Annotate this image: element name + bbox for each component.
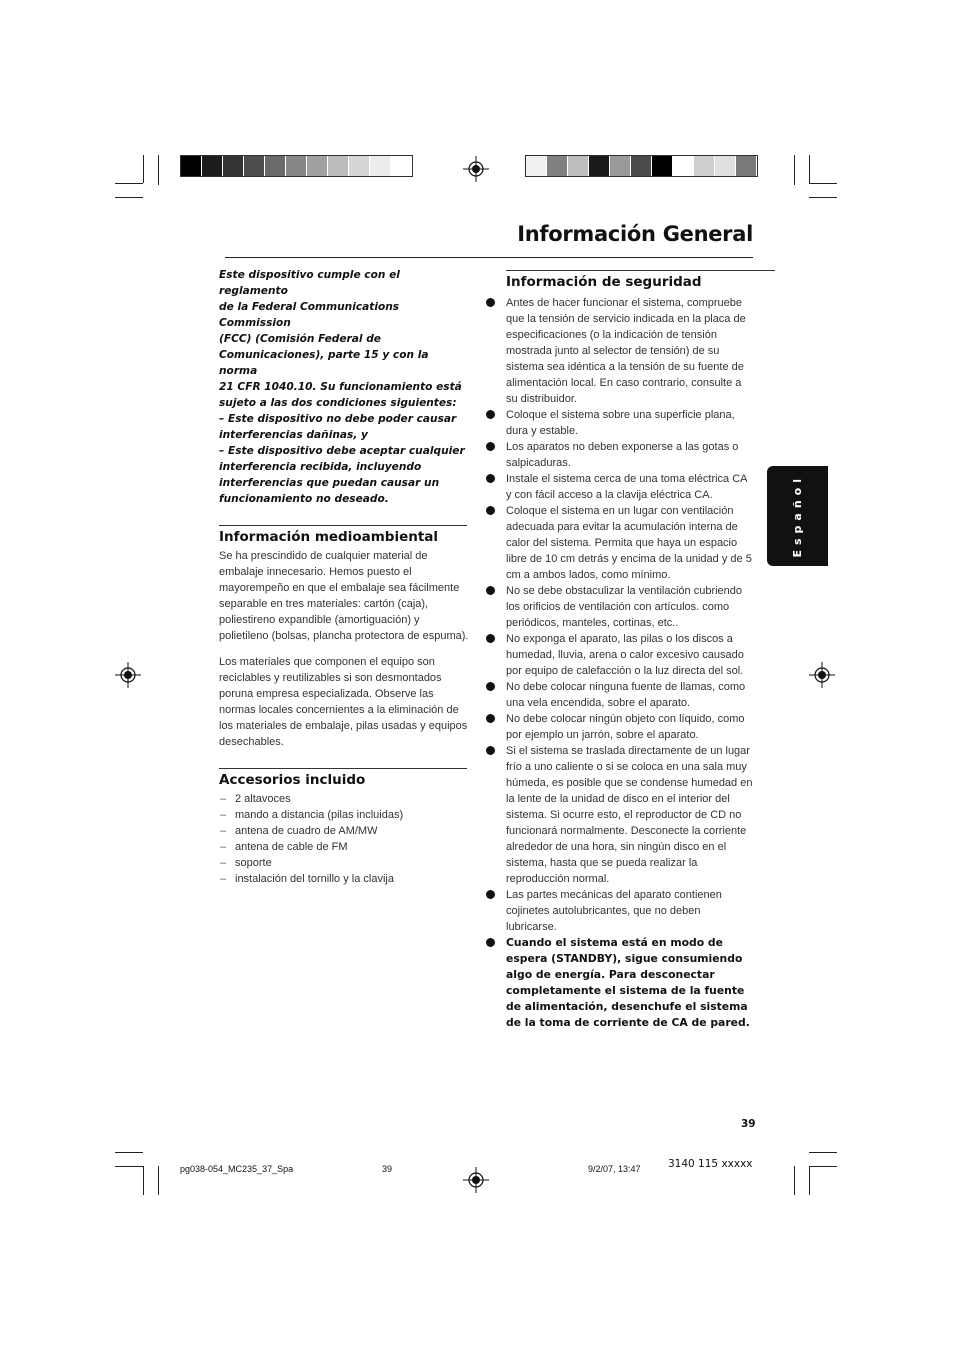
color-swatch [694,156,715,176]
color-swatch [370,156,391,176]
color-calibration-bar-right [525,155,758,177]
safety-item [484,471,754,503]
bullet-icon [486,938,495,947]
accessory-item: – 2 altavoces [219,791,469,807]
fcc-notice-line: – Este dispositivo debe aceptar cualquier [219,445,465,457]
product-code: 3140 115 xxxxx [668,1158,753,1170]
bullet-icon [486,586,495,595]
accessory-item: – soporte [219,855,469,871]
crop-mark [158,155,159,185]
fcc-notice-line: interferencia recibida, incluyendo [219,461,422,473]
safety-item-text: No se debe obstaculizar la ventilación cubriendo los orificios de ventilación con artículos. como periódicos, manteles, cortinas, etc.. [506,585,743,629]
safety-item [484,711,754,743]
safety-item [484,407,754,439]
accessories-list [219,791,469,887]
crop-mark [809,1166,810,1195]
color-swatch [547,156,568,176]
environment-paragraph-1: Se ha prescindido de cualquier material de embalaje innecesario. Hemos puesto el mayorempeño en que el embalaje sea fácilmente separable en tres materiales: cartón (caja), poliestireno expandible (amortiguación) y polietileno (bolsas, plancha protectora de espuma). [219,550,469,642]
bullet-icon [486,746,495,755]
bullet-icon [486,442,495,451]
color-swatch [631,156,652,176]
right-column [484,270,754,1031]
section-divider [506,270,775,271]
color-swatch [202,156,223,176]
safety-item-text: No debe colocar ninguna fuente de llamas, como una vela encendida, sobre el aparato. [506,681,746,709]
safety-item-text: Antes de hacer funcionar el sistema, compruebe que la tensión de servicio indicada en la placa de especificaciones (o la indicación de tensión mostrada junto al selector de tensión) de su sistema sea idéntica a la tensión de su fuente de alimentación local. En caso contrario, consulte a su distribuidor. [506,297,746,405]
safety-item-text: Los aparatos no deben exponerse a las gotas o salpicaduras. [506,441,739,469]
section-divider [219,768,467,769]
safety-item-text: No exponga el aparato, las pilas o los discos a humedad, lluvia, arena o calor excesivo causado por equipo de calefacción o la luz directa del sol. [506,633,744,677]
bullet-icon [486,682,495,691]
color-swatch [265,156,286,176]
safety-item [484,583,754,631]
safety-item [484,503,754,583]
crop-mark [809,1152,837,1153]
crop-mark [794,1166,795,1195]
crop-mark [143,155,144,183]
fcc-notice-line: sujeto a las dos condiciones siguientes: [219,397,457,409]
language-tab-label: Español [791,474,804,558]
color-swatch [736,156,757,176]
bullet-icon [486,714,495,723]
accessory-item: – antena de cable de FM [219,839,469,855]
color-swatch [307,156,328,176]
crop-mark [115,1152,143,1153]
crop-mark [809,197,837,198]
color-swatch [673,156,694,176]
accessories-heading: Accesorios incluido [219,772,366,788]
environment-paragraph-2: Los materiales que componen el equipo son reciclables y reutilizables si son desmontados poruna empresa especializada. Observe las normas locales concernientes a la eliminación de los materiales de embalaje, pilas usadas y equipos desechables. [219,656,468,748]
safety-item-text: Si el sistema se traslada directamente de un lugar frío a uno caliente o si se coloca en una sala muy húmeda, es posible que se condense humedad en la lente de la unidad de disco en el interior del sistema. Si ocurre esto, el reproductor de CD no funcionará normalmente. Desconecte la corriente alrededor de una hora, sin ningún disco en el sistema, hasta que se pueda realizar la reproducción normal. [506,745,753,885]
color-swatch [223,156,244,176]
fcc-notice-line: interferencias dañinas, y [219,429,368,441]
registration-mark-icon [115,662,141,688]
color-swatch [526,156,547,176]
crop-mark [115,197,143,198]
crop-mark [143,1166,144,1195]
title-divider [225,257,753,258]
page-title: Información General [517,222,753,246]
color-swatch [589,156,610,176]
registration-mark-icon [463,156,489,182]
crop-mark [809,155,810,183]
crop-mark [809,1166,837,1167]
language-tab [767,466,828,566]
crop-mark [115,183,143,184]
fcc-notice-line: 21 CFR 1040.10. Su funcionamiento está [219,381,462,393]
fcc-notice-line: – Este dispositivo no debe poder causar [219,413,457,425]
accessory-item: – instalación del tornillo y la clavija [219,871,469,887]
color-swatch [391,156,412,176]
bullet-icon [486,506,495,515]
section-divider [219,525,467,526]
safety-item [484,679,754,711]
left-column [219,267,469,887]
color-swatch [181,156,202,176]
footer-page: 39 [382,1164,393,1174]
fcc-notice-line: de la Federal Communications Commission [219,301,400,329]
safety-item [484,631,754,679]
crop-mark [158,1166,159,1195]
fcc-notice-line: (FCC) (Comisión Federal de [219,333,381,345]
bullet-icon [486,474,495,483]
color-swatch [349,156,370,176]
bullet-icon [486,410,495,419]
color-swatch [244,156,265,176]
color-swatch [610,156,631,176]
footer-date: 9/2/07, 13:47 [588,1164,641,1174]
accessory-item: – antena de cuadro de AM/MW [219,823,469,839]
color-swatch [652,156,673,176]
accessory-item: – mando a distancia (pilas incluidas) [219,807,469,823]
environment-heading: Información medioambiental [219,529,439,545]
color-swatch [286,156,307,176]
fcc-notice-line: interferencias que puedan causar un [219,477,440,489]
safety-item-text: Coloque el sistema sobre una superficie plana, dura y estable. [506,409,735,437]
crop-mark [794,155,795,185]
fcc-notice-line: funcionamiento no deseado. [219,493,389,505]
safety-item [484,935,754,1031]
safety-item-text: Instale el sistema cerca de una toma eléctrica CA y con fácil acceso a la clavija eléctrica CA. [506,473,747,501]
page-number: 39 [741,1118,756,1130]
safety-list [484,295,754,1031]
bullet-icon [486,634,495,643]
registration-mark-icon [463,1167,489,1193]
safety-item [484,887,754,935]
bullet-icon [486,890,495,899]
safety-item [484,295,754,407]
registration-mark-icon [809,662,835,688]
color-calibration-bar-left [180,155,413,177]
safety-item-text: Las partes mecánicas del aparato contienen cojinetes autolubricantes, que no deben lubricarse. [506,889,722,933]
crop-mark [115,1166,143,1167]
crop-mark [809,183,837,184]
safety-item-text: Cuando el sistema está en modo de espera (STANDBY), sigue consumiendo algo de energía. Para desconectar completamente el sistema de la fuente de alimentación, desenchufe el sistema de la toma de corriente de CA de pared. [506,936,750,1029]
safety-item-text: Coloque el sistema en un lugar con ventilación adecuada para evitar la acumulación interna de calor del sistema. Permita que haya un espacio libre de 10 cm detrás y encima de la unidad y de 5 cm a ambos lados, como mínimo. [506,505,752,581]
fcc-notice-line: Este dispositivo cumple con el reglamento [219,269,400,297]
safety-item [484,743,754,887]
footer-filename: pg038-054_MC235_37_Spa [180,1164,294,1174]
fcc-notice [219,267,469,507]
color-swatch [328,156,349,176]
color-swatch [568,156,589,176]
safety-item [484,439,754,471]
bullet-icon [486,298,495,307]
safety-heading: Información de seguridad [506,274,702,290]
safety-item-text: No debe colocar ningún objeto con líquido, como por ejemplo un jarrón, sobre el aparato. [506,713,745,741]
fcc-notice-line: Comunicaciones), parte 15 y con la norma [219,349,429,377]
color-swatch [715,156,736,176]
